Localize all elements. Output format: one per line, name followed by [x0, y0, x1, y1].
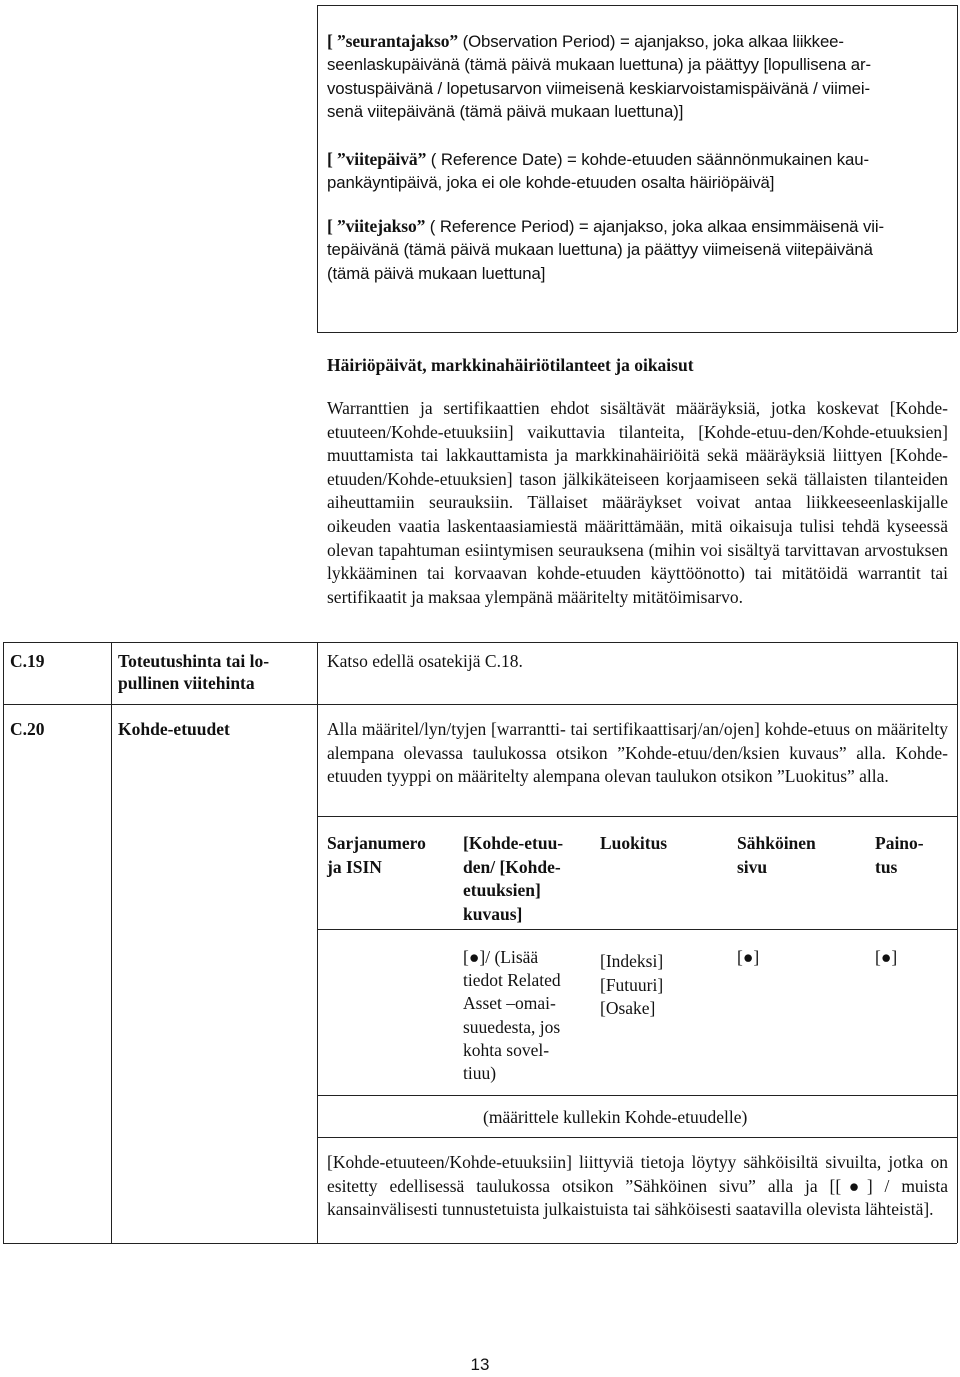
table-cell-classification	[600, 950, 725, 1021]
cell-line: [Indeksi]	[600, 951, 664, 971]
element-title-line: pullinen viitehinta	[118, 673, 255, 693]
box-top-border	[317, 5, 957, 6]
definition-text: (Observation Period) = ajanjakso, joka alkaa liikkee-	[458, 32, 844, 51]
cell-line: tiuu)	[463, 1063, 497, 1084]
header-line: [Kohde-etuu-	[463, 833, 564, 853]
element-number: C.19	[10, 651, 45, 671]
table-left-border	[3, 642, 4, 1243]
definition-text: ( Reference Date) = kohde-etuuden säännönmukainen kau-	[426, 150, 869, 169]
header-line: den/ [Kohde-	[463, 856, 561, 877]
table-cell-weight: [●]	[875, 947, 898, 967]
definition-term: [ ”viitejakso”	[327, 216, 426, 236]
disruption-paragraph: Warranttien ja sertifikaattien ehdot sisältävät määräyksiä, jotka koskevat [Kohde-etuuteen/Kohde-etuuksiin] vaikuttavia tilanteita, [Kohde-etuu-den/Kohde-etuuksien] muuttamista tai lakkauttamista ja markkinahäiriöitä sekä määräyksiä liittyen [Kohde-etuuden/Kohde-etuuksien] tason jälkikäteiseen korjaamiseen sekä tällaisten tilanteiden aiheuttamiin seurauksiin. Tällaiset määräykset voivat antaa liikkeeseenlaskijalle oikeuden vaatia laskentaasiamiestä määrittämään, mitä oikaisuja tulisi tehdä kyseessä olevan tapahtuman esiintymisen seurauksena (mihin voi sisältyä tarvittavan arvostuksen lykkääminen tai korvaavan kohde-etuuden käyttöönotto) tai mitätöidä warrantit tai sertifikaatit ja maksaa ylempänä määritelty mitätöimisarvo.	[327, 398, 948, 607]
definition-text: pankäyntipäivä, joka ei ole kohde-etuuden osalta häiriöpäivä]	[327, 173, 775, 193]
table-header-description	[463, 832, 588, 926]
table-header-series	[327, 832, 452, 879]
definition-viitepaiva	[327, 148, 949, 195]
table-cell-page: [●]	[737, 947, 760, 967]
inner-table-rule	[317, 1137, 957, 1138]
definition-viitejakso	[327, 215, 949, 285]
table-rule	[3, 642, 957, 643]
element-number: C.20	[10, 719, 45, 739]
header-line: Luokitus	[600, 833, 668, 853]
table-header-page	[737, 832, 862, 879]
element-text: Alla määritel/lyn/tyjen [warrantti- tai sertifikaattisarj/an/ojen] kohde-etuus on määritelty alempana olevassa taulukossa otsikon ”Kohde-etuu/den/ksien kuvaus” alla. Kohde-etuuden tyyppi on määritelty alempana olevan taulukon otsikon ”Luokitus” alla.	[327, 719, 948, 787]
header-line: Paino-	[875, 833, 924, 853]
page-number: 13	[470, 1355, 490, 1374]
element-title: Kohde-etuudet	[118, 719, 230, 739]
table-header-classification	[600, 832, 725, 856]
definition-text: ( Reference Period) = ajanjakso, joka alkaa ensimmäisenä vii-	[425, 217, 885, 236]
section-heading: Häiriöpäivät, markkinahäiriötilanteet ja oikaisut	[327, 355, 694, 375]
inner-table-rule	[317, 929, 957, 930]
cell-line: [●]/ (Lisää	[463, 947, 539, 967]
header-line: etuuksien]	[463, 880, 541, 901]
inner-table-rule	[317, 1095, 957, 1096]
definition-text: senä viitepäivänä (tämä päivä mukaan luettuna)]	[327, 102, 684, 122]
definition-text: tepäivänä (tämä päivä mukaan luettuna) ja päättyy viimeisenä viitepäivänä	[327, 240, 873, 260]
table-bottom-border	[3, 1243, 957, 1244]
cell-line: [Futuuri]	[600, 974, 664, 995]
box-right-border	[957, 5, 958, 332]
box-left-border	[317, 5, 318, 332]
header-line: sivu	[737, 856, 768, 877]
definition-text: vostuspäivänä / lopetusarvon viimeisenä keskiarvoistamispäivänä / viimei-	[327, 78, 870, 98]
closing-paragraph: [Kohde-etuuteen/Kohde-etuuksiin] liittyviä tietoja löytyy sähköisiltä sivuilta, jotka on esitetty edellisessä taulukossa otsikon ”Sähköinen sivu” alla ja [[●] / muista kansainvälisesti tunnustetuista julkaistuista tai sähköisesti saatavilla olevista lähteistä].	[327, 1152, 948, 1220]
cell-line: [Osake]	[600, 998, 656, 1019]
table-rule	[3, 704, 957, 705]
table-cell-description	[463, 946, 581, 1085]
table-footnote: (määrittele kullekin Kohde-etuudelle)	[483, 1107, 748, 1127]
box-bottom-border	[317, 332, 957, 333]
definition-term: [ ”seurantajakso”	[327, 31, 459, 51]
header-line: Sarjanumero	[327, 833, 426, 853]
header-line: Sähköinen	[737, 833, 816, 853]
header-line: ja ISIN	[327, 856, 382, 877]
table-col-divider	[317, 642, 318, 1243]
table-right-border	[957, 642, 958, 1243]
definition-text: (tämä päivä mukaan luettuna]	[327, 263, 546, 283]
header-line: tus	[875, 856, 898, 877]
cell-line: suuedesta, jos	[463, 1016, 561, 1037]
inner-table-rule	[317, 816, 957, 817]
cell-line: Asset –omai-	[463, 993, 556, 1014]
definition-text: seenlaskupäivänä (tämä päivä mukaan luettuna) ja päättyy [lopullisena ar-	[327, 55, 872, 75]
definition-term: [ ”viitepäivä”	[327, 149, 427, 169]
table-header-weight	[875, 832, 955, 879]
cell-line: kohta sovel-	[463, 1039, 550, 1060]
cell-line: tiedot Related	[463, 970, 561, 991]
table-col-divider	[111, 642, 112, 1243]
element-title-line: Toteutushinta tai lo-	[118, 651, 270, 671]
header-line: kuvaus]	[463, 903, 523, 924]
element-title	[118, 650, 313, 694]
element-text: Katso edellä osatekijä C.18.	[327, 651, 523, 671]
definition-seurantajakso	[327, 30, 949, 124]
